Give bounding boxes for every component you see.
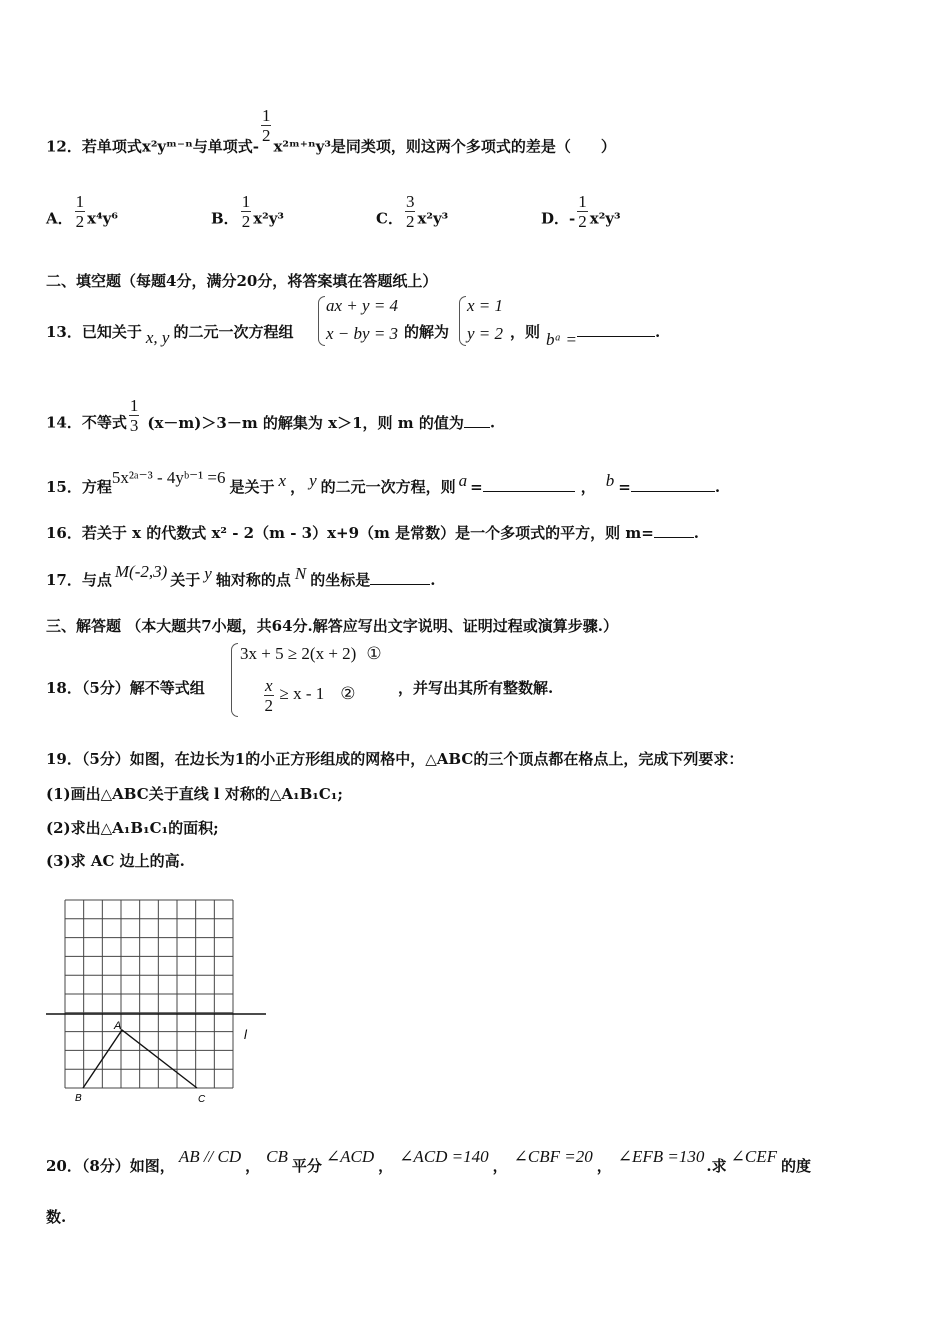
option-expr: x²y³ [589, 209, 621, 228]
option-frac [75, 192, 86, 231]
q12-frac-den: 2 [261, 126, 271, 145]
section-3-heading: 三、解答题 （本大题共7小题，共64分.解答应写出文字说明、证明过程或演算步骤.） [46, 617, 618, 635]
q12-frac [261, 106, 272, 145]
q13-eq1: ax + y = 4 [326, 296, 399, 315]
q14-frac [129, 396, 140, 435]
q17-axis: y [204, 564, 212, 583]
option-frac-den: 2 [578, 212, 587, 231]
q15-eq2: = [618, 478, 631, 496]
q13-sol1: x = 1 [467, 296, 504, 315]
q15-b-blank[interactable] [631, 477, 715, 492]
q15-equation: 5x²ᵃ⁻³ - 4yᵇ⁻¹ =6 [111, 468, 226, 487]
q19-line3: (2)求出△A₁B₁C₁的面积; [46, 819, 219, 837]
q13-line [46, 322, 294, 347]
q15-eq: = [470, 478, 483, 496]
q12-option-d [541, 192, 621, 231]
q20-p6: ∠EFB =130 [617, 1147, 705, 1166]
q13-answer-blank[interactable] [577, 322, 655, 337]
q13-sol2: y = 2 [467, 324, 504, 343]
q16-answer-blank[interactable] [654, 523, 694, 538]
q13-eq2: x − by = 3 [326, 324, 399, 343]
q17-mid2: 轴对称的点 [215, 571, 291, 589]
q20-s1: ， [245, 1157, 261, 1175]
label-b: B [75, 1093, 82, 1104]
option-label: B． [211, 209, 239, 228]
q19-grid-figure [44, 895, 274, 1110]
q14-end: . [489, 413, 496, 432]
q13-mid2: 的解为 [404, 323, 450, 341]
q18-frac-den: 2 [264, 696, 274, 715]
q13-lead: 13．已知关于 [46, 323, 142, 341]
q12-option-a [46, 192, 118, 231]
q20-m3: 的度 [780, 1157, 811, 1175]
q20-s4: ， [596, 1157, 612, 1175]
q20-line2: 数. [46, 1208, 67, 1226]
q13-tail [510, 322, 661, 349]
option-frac [405, 192, 416, 231]
q17-lead: 17．与点 [46, 571, 112, 589]
q19-line1: 19．（5分）如图，在边长为1的小正方形组成的网格中，△ABC的三个顶点都在格点上，完成下列要求： [46, 750, 744, 768]
q20-m1: 平分 [291, 1157, 322, 1175]
q14-lead: 14．不等式 [46, 413, 127, 432]
option-label: C． [376, 209, 403, 228]
q15-x: x [278, 471, 287, 490]
q14-answer-blank[interactable] [464, 413, 490, 428]
q17-answer-blank[interactable] [370, 570, 430, 585]
option-frac-num: 1 [578, 192, 587, 211]
q12-mono1: x²yᵐ⁻ⁿ [141, 137, 193, 156]
q15-line [46, 468, 721, 497]
q18-mark1: ① [366, 644, 382, 663]
q20-lead: 20．（8分）如图， [46, 1157, 175, 1175]
option-frac-den: 2 [241, 212, 251, 231]
q20-m2: .求 [706, 1157, 727, 1175]
q15-mid: 是关于 [229, 478, 275, 496]
q18-system-brace [231, 643, 238, 717]
q12-frac-num: 1 [261, 106, 271, 125]
option-frac-num: 1 [241, 192, 251, 211]
q13-mid: 的二元一次方程组 [173, 323, 294, 341]
option-frac-num: 3 [405, 192, 415, 211]
q12-option-b [211, 192, 284, 231]
label-l: l [244, 1027, 247, 1042]
q18-mark2: ② [340, 684, 356, 704]
q12-line [46, 106, 616, 167]
option-expr: x²y³ [253, 209, 284, 228]
label-a: A [114, 1020, 122, 1032]
q17-mid: 关于 [170, 571, 201, 589]
q20-p5: ∠CBF =20 [513, 1147, 593, 1166]
q20-p7: ∠CEF [730, 1147, 777, 1166]
q14-frac-num: 1 [129, 396, 139, 415]
q15-mid2: 的二元一次方程，则 [320, 478, 456, 496]
q18-ineq2-row [262, 676, 356, 715]
q15-a: a [458, 471, 468, 490]
q14-body: (x－m)＞3－m 的解集为 x＞1，则 m 的值为 [147, 413, 464, 432]
q20-s3: ， [492, 1157, 508, 1175]
q18-lead: 18．（5分）解不等式组 [46, 679, 205, 697]
q13-expr: bᵃ = [546, 330, 578, 349]
q13-end: . [655, 323, 661, 341]
q13-solution-brace [459, 296, 466, 346]
option-sign: - [569, 209, 576, 228]
q16-line [46, 523, 699, 543]
q18-frac [264, 676, 274, 715]
option-frac-den: 2 [405, 212, 415, 231]
q13-vars: x, y [145, 328, 170, 347]
q13-system-brace [318, 296, 325, 346]
q16-end: . [693, 524, 700, 542]
q15-b: b [605, 471, 615, 490]
option-frac [577, 192, 588, 231]
q20-p4: ∠ACD =140 [399, 1147, 489, 1166]
q15-sep: ， [290, 478, 306, 496]
q15-end: . [714, 478, 721, 496]
option-frac-num: 1 [75, 192, 85, 211]
option-expr: x⁴y⁶ [87, 209, 118, 228]
q19-line4: (3)求 AC 边上的高. [46, 852, 185, 870]
q20-s2: ， [378, 1157, 394, 1175]
option-frac [241, 192, 252, 231]
q12-option-c [376, 192, 448, 231]
q12-mid: 与单项式- [192, 137, 259, 156]
q17-point: M(-2,3) [114, 562, 168, 581]
q14-frac-den: 3 [129, 416, 139, 435]
q13-mid3: ，则 [510, 323, 541, 341]
q20-p3: ∠ACD [325, 1147, 375, 1166]
section-2-heading: 二、填空题（每题4分，满分20分，将答案填在答题纸上） [46, 272, 438, 290]
option-frac-den: 2 [75, 212, 85, 231]
q12-mono2: x²ᵐ⁺ⁿy³ [273, 137, 331, 156]
q15-lead: 15．方程 [46, 478, 112, 496]
q20-p1: AB // CD [178, 1147, 242, 1166]
q12-lead: 12．若单项式 [46, 137, 142, 156]
q16-text: 16．若关于 x 的代数式 x² - 2（m - 3）x+9（m 是常数）是一个多项式的平方，则 m= [46, 524, 654, 542]
q18-ineq1-row [240, 644, 382, 664]
option-label: A． [46, 209, 73, 228]
q12-tail: 是同类项，则这两个多项式的差是（ ） [330, 137, 616, 156]
q18-frac-num: x [265, 676, 273, 695]
option-label: D． [541, 209, 570, 228]
q15-comma: ， [580, 478, 596, 496]
grid-lines [65, 900, 233, 1088]
q18-ineq1: 3x + 5 ≥ 2(x + 2) [240, 644, 357, 663]
q15-a-blank[interactable] [483, 477, 575, 492]
q17-line [46, 562, 436, 590]
q20-p2: CB [266, 1147, 288, 1166]
q17-tail: 的坐标是 [310, 571, 371, 589]
q17-end: . [430, 571, 436, 589]
q15-y: y [309, 471, 317, 490]
label-c: C [198, 1094, 206, 1105]
q18-ineq2-rest: ≥ x - 1 [279, 684, 325, 704]
option-expr: x²y³ [417, 209, 449, 228]
q20-line1 [46, 1147, 811, 1176]
q17-n: N [294, 564, 307, 583]
q19-line2: (1)画出△ABC关于直线 l 对称的△A₁B₁C₁; [46, 785, 343, 803]
q14-line [46, 396, 496, 443]
q18-tail: ，并写出其所有整数解. [398, 679, 554, 697]
